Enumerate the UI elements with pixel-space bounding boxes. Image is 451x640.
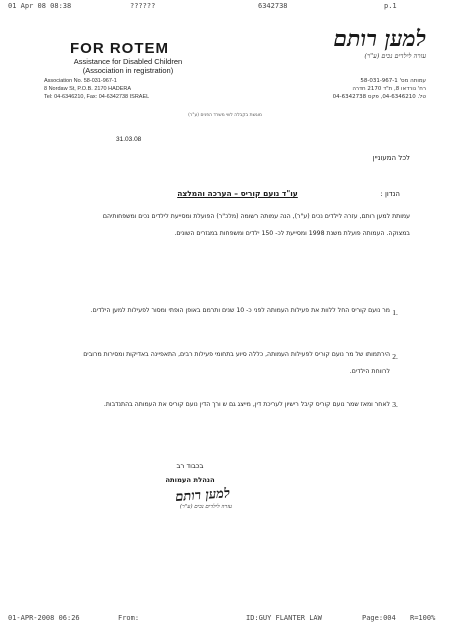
signature-stamp: למען רותם [174,486,231,506]
fax-footer-date: 01-APR-2008 06:26 [8,614,80,622]
letter-date: 31.03.08 [116,136,142,143]
closing-regards: בכבוד רב [176,462,204,470]
fax-footer-id: ID:GUY FLANTER LAW [246,614,322,622]
phone-fax-he: טל. 04-6346210, פקס 04-6342738 [332,94,426,100]
item-number: 1. [392,308,398,317]
logo-subtitle-hebrew: עזרה לילדים נכים (ע"ר) [364,52,426,60]
item-text: הירתמותו של מר נועם קוריס לפעילות העמותה, כללה סיוע בתחומי פעילות רבים, התאפיינה באדיקות ומסירות מרובים לרווחת הילדים. [83,351,390,375]
letterhead-address-he [290,77,426,101]
item-number: 2. [392,352,398,361]
fax-header-date: 01 Apr 08 08:38 [8,2,72,10]
item-number: 3. [392,400,398,409]
street-address: 8 Nordaw St, P.O.B. 2170 HADERA [44,86,132,92]
phone-fax: Tel: 04-6346210, Fax: 04-6342738 ISRAEL [44,94,150,100]
fax-footer-from: From: [118,614,140,622]
association-number: Association No. 58-031-967-1 [44,78,117,84]
fax-footer-page: Page:004 [362,614,396,622]
fax-header-marks: ?????? [130,2,156,10]
fax-footer-resolution: R=100% [410,614,436,622]
letterhead-address-en [44,77,204,101]
item-text: מר נועם קוריס החל ללוות את פעילות העמותה לפני כ- 10 שנים ותרמם באופן הופתי ומסור לפעילות למען הילדים. [90,307,390,314]
org-name: FOR ROTEM [70,40,169,57]
street-address-he: רח' נורדאו 8, ת"ד 2170 חדרה [352,86,426,92]
fax-header-page: p.1 [384,2,397,10]
org-subtitle: Assistance for Disabled Children [73,57,183,66]
item-text: לאחר ומאז שמר נועם קוריס קיבל רישיון לעריכת דין, מייצג גם ש ורך הדין נועם קוריס את העמותה בהתנדבות. [103,401,390,408]
signatory-management: הנהלת העמותה [165,476,215,484]
logo-hebrew: למען רותם [333,26,426,52]
org-subtitle-registration: (Association in registration) [82,66,174,75]
subject-label: הנדון : [380,190,400,198]
fax-header-number: 6342738 [258,2,288,10]
subject-line: עו"ד נועם קוריס – הערכה והמלצה [177,189,298,198]
signature-stamp-subtitle: עזרה לילדים נכים (ע"ר) [179,504,232,510]
intro-paragraph: עמותת למען רותם, עזרה לילדים נכים (ע"ר), הנה עמותה רשומה (מלכ"ר) הפועלת ומסייעת לילדים נכים ומשפחותיהם במצוקה. העמותה פועלת משנת 1998 ומסייעת לכ- 150 ילדים ומשפחות במגזרים השונים. [102,213,410,237]
association-number-he: עמותה מס' 58-031-967-1 [360,78,426,84]
registration-note: מוגשת בקבלה לשי משרד הפנים (ע"ר) [188,113,262,118]
letter-recipient: לכל המעוניין [372,154,410,162]
